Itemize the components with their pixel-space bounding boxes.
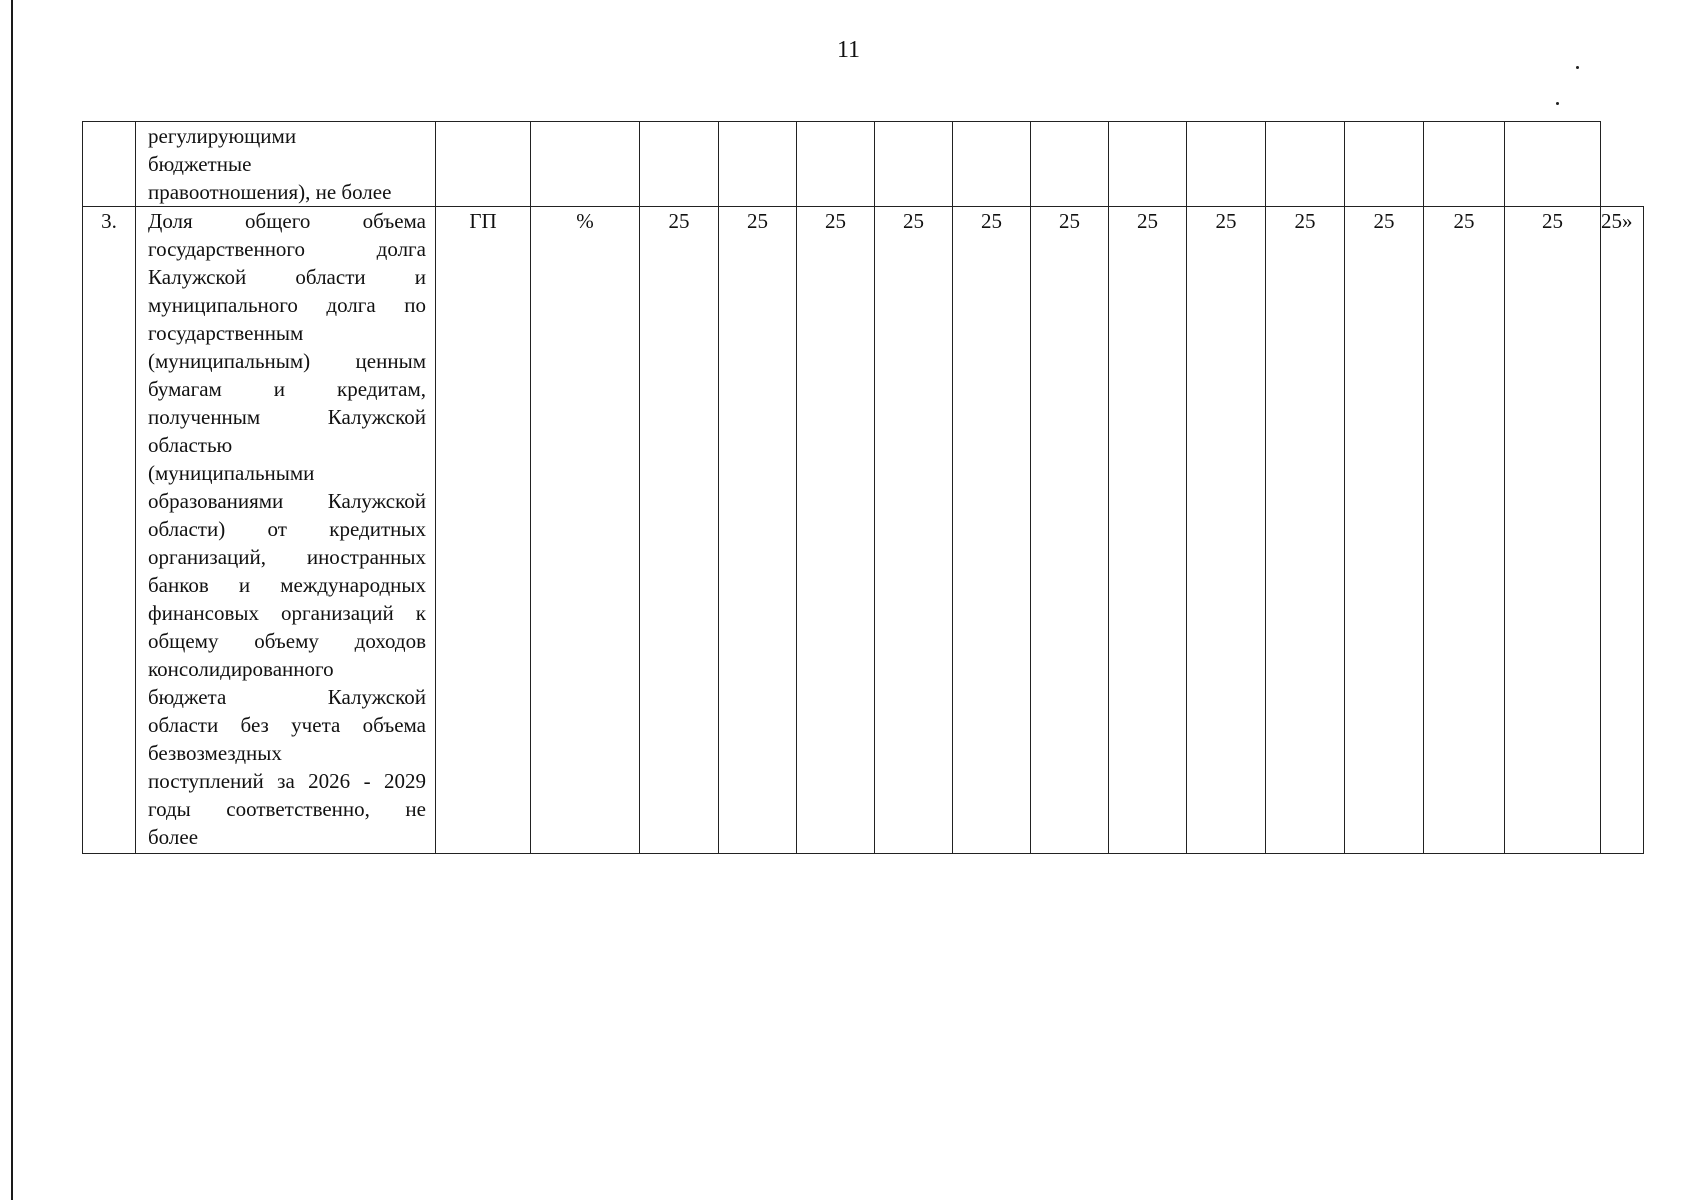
row-number-cell: 3. [83, 207, 136, 854]
value-cell [1109, 122, 1187, 207]
indicator-name-line: поступлений за 2026 - 2029 [148, 769, 426, 793]
responsible-cell [436, 122, 531, 207]
indicator-name-line: области без учета объема [148, 713, 426, 737]
indicator-name-line: консолидированного [148, 657, 334, 681]
indicator-name-line: безвозмездных [148, 741, 282, 765]
row-number-cell [83, 122, 136, 207]
value-cell: 25 [1187, 207, 1266, 854]
indicator-name-line: муниципального долга по [148, 293, 426, 317]
indicator-name-line: правоотношения), не более [148, 180, 392, 204]
indicator-name-line: бюджета Калужской [148, 685, 426, 709]
unit-cell [531, 122, 640, 207]
value-cell: 25 [797, 207, 875, 854]
table-row [83, 207, 1644, 854]
indicator-name-line: полученным Калужской [148, 405, 426, 429]
indicators-table [82, 121, 1644, 854]
value-cell [875, 122, 953, 207]
indicator-name-line: годы соответственно, не [148, 797, 426, 821]
indicator-name-line: банков и международных [148, 573, 426, 597]
indicator-name-line: (муниципальным) ценным [148, 349, 426, 373]
indicator-name-cell [136, 207, 436, 854]
indicator-name-line: финансовых организаций к [148, 601, 426, 625]
scan-speck [1576, 66, 1579, 69]
indicator-name-cell [136, 122, 436, 207]
table-row [83, 122, 1644, 207]
value-cell [1424, 122, 1505, 207]
value-cell: 25 [719, 207, 797, 854]
value-cell [640, 122, 719, 207]
indicator-name-line: Доля общего объема [148, 209, 426, 233]
indicator-name-line: организаций, иностранных [148, 545, 426, 569]
value-cell: 25 [1505, 207, 1601, 854]
indicator-name-line: общему объему доходов [148, 629, 426, 653]
indicator-name-line: бюджетные [148, 152, 252, 176]
value-cell [1031, 122, 1109, 207]
indicator-name-line: (муниципальными [148, 461, 315, 485]
value-cell: 25 [640, 207, 719, 854]
indicator-name-line: регулирующими [148, 124, 297, 148]
unit-cell: % [531, 207, 640, 854]
value-cell: 25» [1601, 207, 1644, 854]
value-cell [1345, 122, 1424, 207]
indicator-name-line: областью [148, 433, 233, 457]
value-cell: 25 [1109, 207, 1187, 854]
indicator-name-line: более [148, 825, 199, 849]
value-cell [1266, 122, 1345, 207]
scan-left-edge [11, 0, 13, 1200]
value-cell: 25 [875, 207, 953, 854]
value-cell [1505, 122, 1601, 207]
page-number: 11 [836, 37, 861, 63]
value-cell [719, 122, 797, 207]
value-cell: 25 [953, 207, 1031, 854]
value-cell [953, 122, 1031, 207]
scan-speck [1556, 102, 1559, 105]
value-cell: 25 [1031, 207, 1109, 854]
indicator-name-line: бумагам и кредитам, [148, 377, 426, 401]
value-cell [1187, 122, 1266, 207]
indicator-name-line: государственного долга [148, 237, 426, 261]
indicator-name-line: государственным [148, 321, 304, 345]
value-cell [797, 122, 875, 207]
indicator-name-line: области) от кредитных [148, 517, 426, 541]
responsible-cell: ГП [436, 207, 531, 854]
value-cell: 25 [1266, 207, 1345, 854]
value-cell: 25 [1424, 207, 1505, 854]
value-cell: 25 [1345, 207, 1424, 854]
indicator-name-line: Калужской области и [148, 265, 426, 289]
indicator-name-line: образованиями Калужской [148, 489, 426, 513]
